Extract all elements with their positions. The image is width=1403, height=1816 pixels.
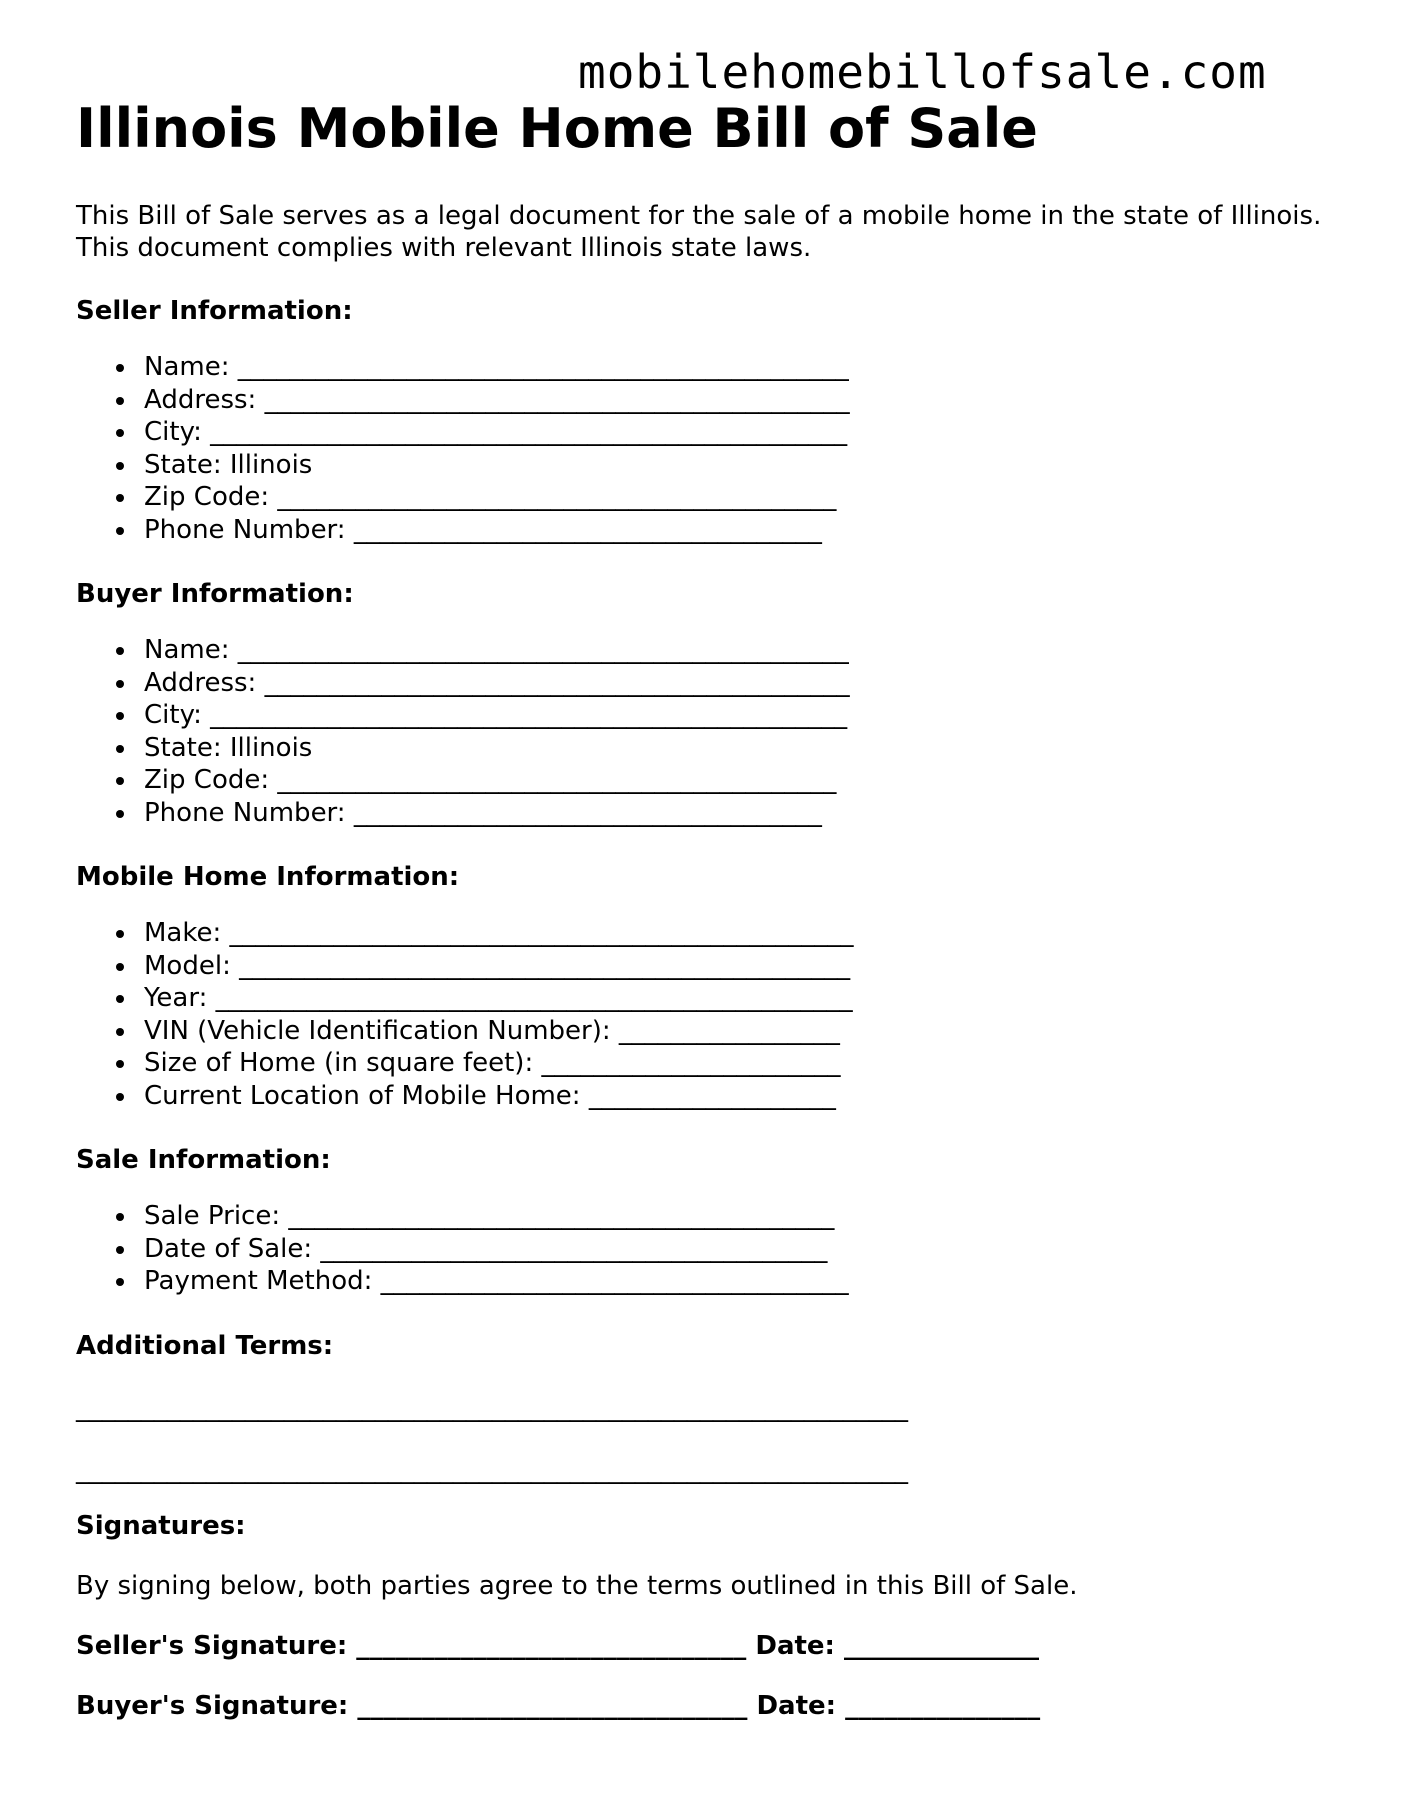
signatures-heading: Signatures:: [76, 1511, 246, 1541]
mobile-home-fields: [76, 917, 1176, 1112]
sale-section: [76, 1144, 1176, 1298]
mobile-home-section: [76, 861, 1176, 1112]
seller-signature-blank[interactable]: ______________________________: [356, 1631, 747, 1661]
year-field[interactable]: [76, 982, 1176, 1015]
seller-date-blank[interactable]: _______________: [844, 1631, 1040, 1661]
field-label: Model:: [144, 950, 231, 981]
make-field[interactable]: [76, 917, 1176, 950]
seller-heading: Seller Information:: [76, 296, 353, 326]
additional-terms-line-2[interactable]: ________________________________________________________________: [76, 1455, 908, 1485]
field-blank[interactable]: __________________________________________: [288, 1201, 835, 1231]
mobile-home-heading: Mobile Home Information:: [76, 862, 460, 892]
buyer-date-blank[interactable]: _______________: [845, 1691, 1041, 1721]
field-label: Name:: [144, 635, 230, 665]
field-blank[interactable]: _____________________________________________: [264, 384, 850, 415]
field-label: City:: [144, 417, 202, 447]
field-label: Zip Code:: [144, 765, 270, 795]
seller-name-field[interactable]: [76, 351, 1176, 384]
field-label: Size of Home (in square feet):: [144, 1048, 534, 1078]
buyer-signature-line: [76, 1690, 1040, 1722]
field-label: Year:: [144, 983, 208, 1013]
field-blank[interactable]: ________________________________________________: [229, 918, 854, 948]
field-blank[interactable]: _______________________: [541, 1048, 841, 1078]
field-label: VIN (Vehicle Identification Number):: [144, 1015, 611, 1046]
buyer-date-label: Date:: [756, 1691, 837, 1721]
buyer-heading: Buyer Information:: [76, 579, 354, 609]
field-label: Sale Price:: [144, 1201, 281, 1231]
buyer-phone-field[interactable]: [76, 797, 1176, 830]
additional-terms-line-1[interactable]: ________________________________________________________________: [76, 1393, 908, 1423]
field-blank[interactable]: _____________________________________________: [264, 667, 850, 698]
size-field[interactable]: [76, 1047, 1176, 1080]
model-field[interactable]: [76, 950, 1176, 983]
seller-signature-label: Seller's Signature:: [76, 1631, 348, 1661]
seller-zip-field[interactable]: [76, 481, 1176, 514]
field-label: Make:: [144, 918, 222, 948]
field-blank[interactable]: ____________________________________: [353, 797, 822, 828]
payment-method-field[interactable]: [76, 1265, 1176, 1298]
field-blank[interactable]: _________________________________________________: [215, 983, 853, 1013]
buyer-name-field[interactable]: [76, 634, 1176, 667]
buyer-zip-field[interactable]: [76, 764, 1176, 797]
additional-terms-section: [76, 1330, 1176, 1362]
seller-state-field: [76, 449, 1176, 482]
field-label: State: Illinois: [144, 449, 313, 480]
location-field[interactable]: [76, 1080, 1176, 1113]
sale-fields: [76, 1200, 1176, 1298]
field-blank[interactable]: ____________________________________: [380, 1266, 849, 1296]
document-title: Illinois Mobile Home Bill of Sale: [76, 97, 1038, 160]
buyer-signature-label: Buyer's Signature:: [76, 1691, 349, 1721]
field-label: Payment Method:: [144, 1266, 373, 1296]
buyer-section: [76, 578, 1176, 829]
seller-city-field[interactable]: [76, 416, 1176, 449]
seller-date-label: Date:: [755, 1631, 835, 1661]
buyer-address-field[interactable]: [76, 667, 1176, 700]
seller-fields: [76, 351, 1176, 546]
field-blank[interactable]: _______________________________________________: [239, 950, 851, 981]
field-label: Zip Code:: [144, 482, 270, 512]
seller-phone-field[interactable]: [76, 514, 1176, 547]
field-label: Phone Number:: [144, 797, 346, 828]
field-label: State: Illinois: [144, 732, 313, 763]
field-label: Date of Sale:: [144, 1233, 313, 1264]
field-blank[interactable]: _________________________________________________: [210, 700, 848, 730]
field-blank[interactable]: _________________: [618, 1015, 840, 1046]
seller-signature-line: [76, 1630, 1039, 1662]
field-blank[interactable]: ___________________: [588, 1080, 836, 1111]
intro-paragraph: This Bill of Sale serves as a legal document for the sale of a mobile home in the state of Illinois. This document complies with relevant Illinois state laws.: [76, 201, 1322, 263]
field-label: Current Location of Mobile Home:: [144, 1080, 581, 1111]
signatures-statement: By signing below, both parties agree to the terms outlined in this Bill of Sale.: [76, 1571, 1078, 1601]
field-blank[interactable]: _______________________________________: [320, 1233, 828, 1264]
field-label: City:: [144, 700, 202, 730]
field-blank[interactable]: _______________________________________________: [237, 352, 849, 382]
field-label: Phone Number:: [144, 514, 346, 545]
field-label: Address:: [144, 667, 257, 698]
buyer-fields: [76, 634, 1176, 829]
seller-address-field[interactable]: [76, 384, 1176, 417]
buyer-signature-blank[interactable]: ______________________________: [357, 1691, 748, 1721]
field-blank[interactable]: _______________________________________________: [237, 635, 849, 665]
field-blank[interactable]: ___________________________________________: [277, 765, 837, 795]
field-label: Name:: [144, 352, 230, 382]
date-of-sale-field[interactable]: [76, 1233, 1176, 1266]
additional-terms-heading: Additional Terms:: [76, 1331, 334, 1361]
buyer-city-field[interactable]: [76, 699, 1176, 732]
field-blank[interactable]: _________________________________________________: [210, 417, 848, 447]
field-blank[interactable]: ____________________________________: [353, 514, 822, 545]
sale-heading: Sale Information:: [76, 1145, 331, 1175]
sale-price-field[interactable]: [76, 1200, 1176, 1233]
field-blank[interactable]: ___________________________________________: [277, 482, 837, 512]
vin-field[interactable]: [76, 1015, 1176, 1048]
field-label: Address:: [144, 384, 257, 415]
buyer-state-field: [76, 732, 1176, 765]
site-watermark: mobilehomebillofsale.com: [578, 45, 1267, 99]
seller-section: [76, 295, 1176, 546]
